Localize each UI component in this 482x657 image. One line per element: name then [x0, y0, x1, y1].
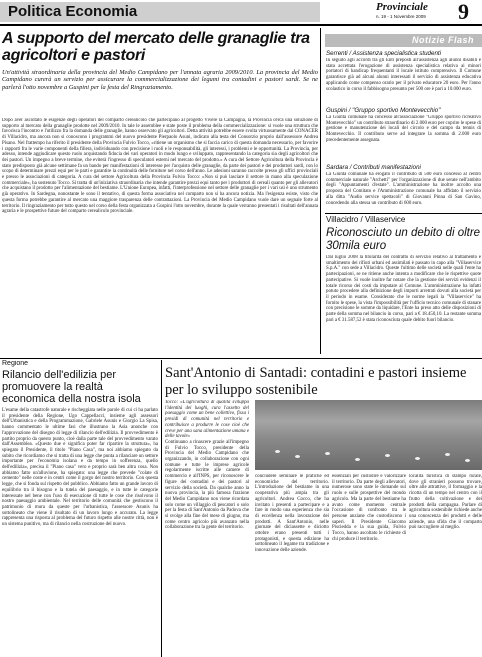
- sant-antonio-col1-text: Continuano a rinascere grazie all'impegno di Fulvio Tocco, presidente della Provincia del Medio Campidano che organizzando, in collaborazione con ogni comune e tutte le imprese agricole regolarmente iscritte alle camere di commercio e all'INPS, per riconoscere le figure dei contadini e dei pastori al servizio della società. Da qualche anno la nuova provincia, la più famosa frazione del Medio Campidano non viene ricordata solo come un villaggio di pescatori o solo per la festa di Sant'Antonio da Padova che si svolge alla fine del mese di giugno, ma come centro agricolo più avanzato nella collaborazione tra la gente del territorio.: [165, 439, 249, 531]
- flash-item-text: In seguito agli accordi tra gli Enti preposti all'assistenza agli alunni disabili è stata accettata l'erogazione di assistenza specialistica relativa ai minori portatori di handicap frequentanti il locale istituto comprensivo. Il Comune garantisce già ad alcuni alunni interessati il servizio di assistenza educativa applicando come compenso orario per il privato educatore 20 euro. Per l'anno scolastico in corso il fabbisogno presunto per 500 ore è pari a 10.000 euro.: [326, 58, 481, 92]
- villacidro-label: Villacidro / Villaservice: [326, 215, 406, 224]
- flash-item-text: La Giunta comunale ha erogato il contributo di 500 euro concesso al centro commerciale naturale "Archetti" per l'organizzazione di due serate nell'ambito degli "Appuntamenti d'estate". L'amministrazione ha inoltre accolto una proposta del Comitato e l'Amministrazione comunale ha affidato il servizio alla ditta "Audio service spettacoli" di Giovanni Pinna di San Gavino, concedendo alla stessa un contributo di 600 euro.: [326, 172, 481, 206]
- sheep-shape: [465, 459, 470, 462]
- sheep-shape: [275, 450, 280, 453]
- news-flash-label: Notizie Flash: [411, 35, 474, 45]
- sant-antonio-title: Sant'Antonio di Santadi: contadini e pastori insieme per lo sviluppo sostenibile: [165, 365, 467, 398]
- issue-info: n. 19 - 1 Novembre 2009: [376, 14, 426, 19]
- regione-title: Rilancio dell'edilizia per promuovere la realtà economica della nostra isola: [2, 369, 141, 405]
- main-article-body: Dopo aver ascoltato le esigenze degli operatori del comparto cerealicolo che partecipano al progetto Vivere la Campagna, la Provincia cerca una soluzione di supporto al mercato della granaglie prodotte nel 2009/2010. In tale le assemblee e state poste il problema della commercializzazione: si vuole una struttura che favorisca l'incontro e l'utilizzo fra la domanda delle granaglie, hanno osservato gli agricoltori. Detta attività potrebbe essere svolta virtuosamente dal CONACER di Villacidro, ma ancora non si conoscono i programmi del nuovo presidente Pierpaolo Asuni, indicato alla testa del Consorzio proprio dall'assessore Andrea Pisano. Nel frattempo ha riferito il presidente della Provincia Fulvio Tocco, «ritiene un organismo che si faccia carico di questa domanda necessario, per favorire i rapporti fra le varie componenti della filiera, individuando con precisione i ruoli e le responsabilità, gli interessi, i problemi e le opportunità. La Provincia, per adesso, intende aggiudicare questo ruolo acquistando fiducia dei vari operatori in modo lungo e sviluppato, rappresentando la categoria sia degli agricoltori che dei pastori. Un impegno a breve termine, che eviterà l'ingresso di speculatori esterni nel mercato del prodotto.» A cura del Settore Agricoltura della Provincia è stato predisposto già alcune settimane fa un bando per manifestazioni di interesse per l'acquisto delle granaglie, da parte dei pastori e dei produttori sardi, con lo scopo di determinare prezzi equi per le parti e garantire la continuità delle forniture nel corso dell'anno. Le adesioni saranno raccolte presso gli uffici provinciali e presso le associazioni di categoria. A cura del settore Agricoltura della Provincia Fulvio Tocco: «Non si può lasciare il settore in mano alla speculazione commerciale», ha sostenuto Tocco. Si tratta di un'iniziativa straordinaria che intende garantire prezzi equi tanto per i produttori di cereali quanto per gli allevatori che acquistano il prodotto per l'alimentazione del bestiame. L'Unione Europea, infatti, l'interprofessione nel settore delle granaglie per i vari usi è uno strumento già operativo. In Sardegna, nonostante le sono il tentativo, di questa forma associativa nel comparto non si ha ancora notizia. Ma l'esigenza esiste, visto che questa forma potrebbe garantire al mercato una maggiore trasparenza delle contrattazioni. La Provincia del Medio Campidano vuole dare un segnale forte al territorio. Il ringraziamento per tutto questo nel corso della festa organizzata a Guspini l'otto novembre, durante la quale verranno presentati i risultati dell'annata agraria e le prospettive future del comparto cerealicolo provinciale.: [2, 118, 318, 215]
- regione-article: [2, 360, 158, 657]
- main-article-lead: Un'attività straordinaria della provincia del Medio Campidano per l'annata agraria 2009/2010. La provincia del Medio Campidano curerà un servizio per assicurare la commercializzazione dei legumi tra contadini e pastori sardi. Se ne parlerà l'otto novembre a Guspini per la festa del Ringraziamento.: [2, 69, 318, 91]
- news-flash-banner: [325, 34, 482, 47]
- regione-text: L'esame della catastrofe naturale e rischeggiata nelle parole di cui ci ha parlato il presidente della Regione, Ugo Cappellacci, insieme agli assessori dell'Urbanistica e della Programmazione, Gabriele Asunis e Giorgio La Spisa, hanno commentato le ultime fasi che illustrano la Asia anonche con l'approvazione del disegno di legge di rilancio dell'edilizia. Il provvedimento è partito proprio da questo punto, cioè dalla parte tale del provvedimento varato dall'Assemblea. «Questo due e significa poter far ripartire la struttura», ha spiegato il Presidente, il titolo "Piano Casa", ma noi abbiamo spiegato da subito che ricordiamo che si tratta di una legge che punta a rilanciare un settore importante per l'economia isolana e da tempo in sofferenza, quello dell'edilizia», precisa il "Piano casa" vero e proprio sarà ben altra cosa. Non abbiamo fatto un'alluvione, ha spiegato: una legge che prevede "colate di cemento" nelle coste e in centri come il gorgo del nostro territorio. Con questa legge, che si fonda sul rispetto del pubblico. Abbiamo fatto un grande lavoro di equilibrio tra il bisogno e la tutela del paesaggio, e in tutte le categorie interessate nel bene con l'uso di esecuzione di tutte le cose che risolvono il nostro paesaggio ambientale. Nel territorio delle comunità che gestiscono il patrimonio di mura da queste per l'urbanistica, l'assessore Asunis ha sottolineato che viene il risultato di un lavoro lungo e accurato. La legge rappresenta una risposta al problema del futuro rispetto alle nostre città, non è un sistema punitivo, ma di rilancio nella costruzione del nuovo.: [2, 408, 158, 528]
- sheep-shape: [415, 457, 420, 460]
- section-divider: [0, 358, 482, 359]
- villacidro-text: Dal luglio 2008 la titolarità del contratto di servizio relativo al trattamento e smaltimento dei rifiuti urbani ed assimilati è passato in capo alla "Villaservice S.p.A." con sede a Villacidro. Queste l'ultimo delle società nelle quali l'ente ha partecipazioni, se ne ritiene anche intenta a modificare che le rispettive quote partecipative. Si vuole inoltre far notare che la gestione dei servizi evidenzi il totale ricorso dei costi da imputare al Comune. L'amministrazione ha infatti potuto procedere alla definizione degli importi arretrati dovuti alla società per il periodo in esame. Considerato che le norme legali la "Villaservice" ha fornito le spese, la vista l'impossibilità per l'ufficio tecnico comunale di stanare con precisione le somme da liquidare, l'Ente ha preso atto delle disposizioni di parte della somma nel bilancio in corso, pari a € 18.450,10. La restante somma pari a € 31.587,52 è stata riconosciuta quale debito fuori bilancio.: [326, 255, 481, 323]
- sant-antonio-column-2: concludere seminare le pratiche ed economiche del territorio. L'introduzione del bestiame in una cooperativa più ampia tra gli agricoltori. Andrea Cocco, che ha invitato i presenti a partecipare e a fare in modo una esperienza che sia di eccellenza nella lavorazione dei prodotti. A Sant'Antonio, nelle giornate del diciassette e diciotto ottobre erano presenti tutti i protagonisti, e questa edizione ha sottolineato il legame tra tradizione e innovazione delle aziende.: [255, 474, 329, 554]
- newspaper-logo: Provinciale: [376, 1, 428, 13]
- column-divider: [161, 360, 162, 657]
- main-article-title: A supporto del mercato delle granaglie tra agricoltori e pastori: [2, 30, 310, 64]
- page-number: 9: [458, 0, 469, 24]
- regione-label: Regione: [2, 360, 29, 367]
- sant-antonio-lead: Tocco: «L'agricoltura di qualità sviluppa l'identità dei luoghi, cura l'assetto del paesaggio come un bene collettivo, fissa i presidi di comunità nel territorio e contribuisce a produrre le cose cioè che creve per una sana alimentazione umana e delle tavole»: [165, 400, 249, 440]
- page-header: [0, 0, 482, 26]
- sant-antonio-column-4: località turistica di stampo rurale, dove gli stranieri possono trovare, oltre alle attrattive, il formaggio e la ricotta di un tempo nel centro con il frutto della coltivazione e dei prodotti della campagna. Parlare di agricoltura sostenibile richiede anche una conoscenza dei prodotti e delle aziende, una sfida che il comparto può raccogliere al meglio.: [409, 474, 482, 531]
- flash-item-title: Serrenti / Assistenza specialistica studenti: [326, 50, 441, 57]
- sheep-shape: [445, 453, 450, 456]
- flash-item-title: Guspini / "Gruppo sportivo Montevecchio": [326, 107, 441, 114]
- sheep-shape: [295, 455, 300, 458]
- villacidro-title: Riconosciuto un debito di oltre 30mila euro: [326, 227, 481, 252]
- flash-item-text: La Giunta comunale ha concesso all'associazione "Gruppo sportivo ricreativo Montevecchio" un contributo straordinario di 2.000 euro per coprire le spese di gestione e manutenzione dei locali del circolo e del campo da tennis di Montevecchio. Il contributo serve ad integrare la somma di 2.000 euro precedentemente assegnata.: [326, 115, 481, 143]
- flash-item-title: Sardara / Contributi manifestazioni: [326, 164, 421, 171]
- sant-antonio-column-3: essenziali per custodire e valorizzare il territorio. Da parte degli allevatori, numerose sono state le domande sul ruolo e sulle prospettive del mondo agricolo. Ma la parte del bestiame ha avuto come momento centrale l'occasione di confronto tra le persone anziane che custodiscono i saperi. Il Presidente Giacomo Pisciedda e la sua guida, Fulvio Tocco, hanno ascoltato le richieste di chi produce il territorio.: [332, 474, 406, 542]
- sheep-shape: [355, 458, 360, 461]
- sheep-shape: [325, 452, 330, 455]
- sheep-pasture-photo: [255, 400, 482, 470]
- news-flash-sidebar: [325, 28, 482, 353]
- sidebar-divider: [325, 213, 482, 214]
- sheep-shape: [385, 454, 390, 457]
- section-title: Politica Economia: [0, 2, 320, 22]
- sant-antonio-column-1: [165, 400, 249, 657]
- column-divider: [320, 28, 321, 354]
